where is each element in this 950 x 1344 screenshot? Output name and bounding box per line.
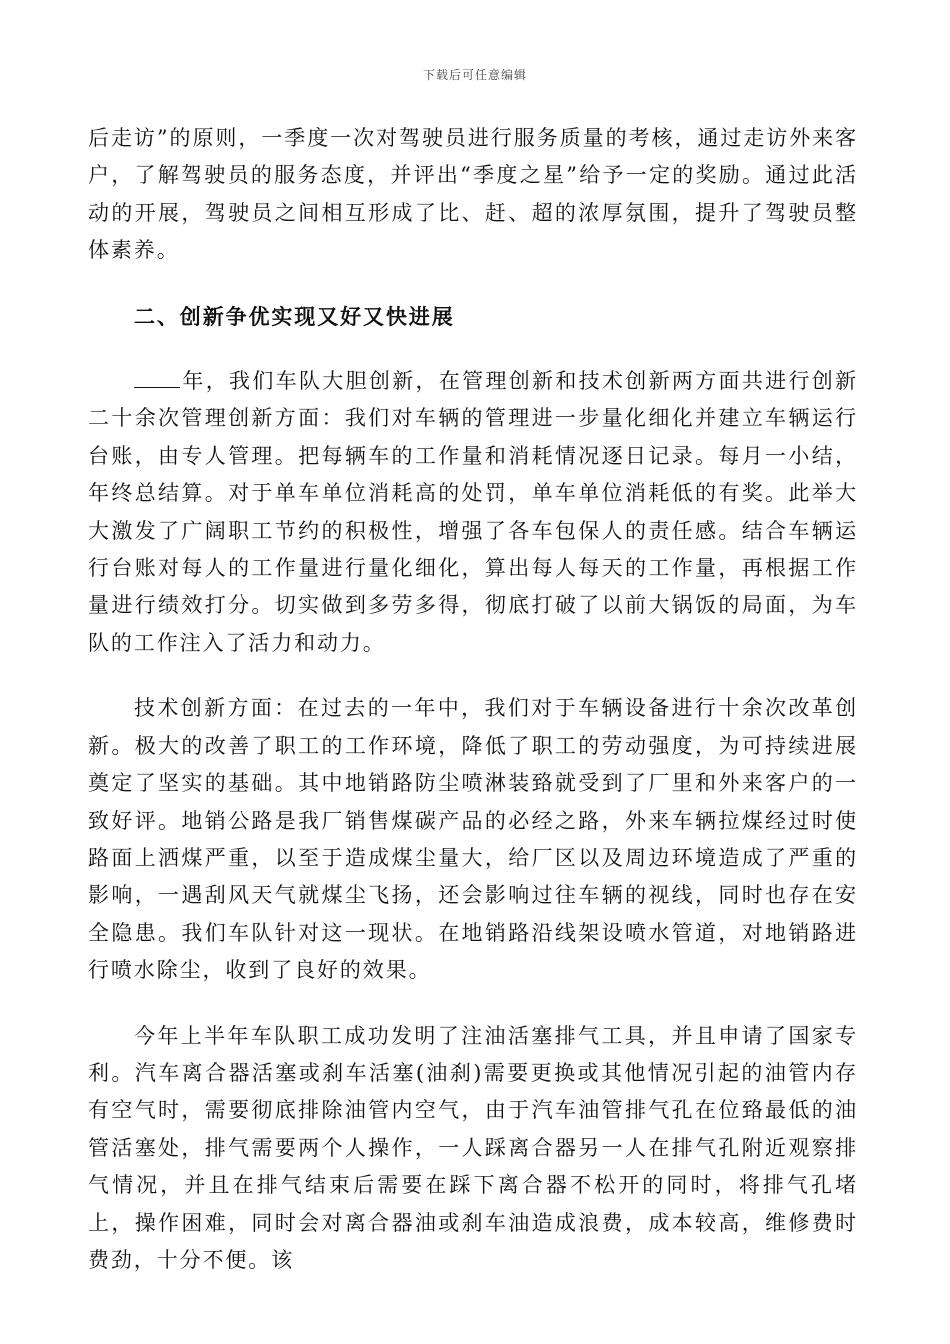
year-blank — [134, 367, 180, 388]
paragraph-management-innovation — [88, 363, 858, 662]
paragraph-technical-innovation: 技术创新方面：在过去的一年中，我们对于车辆设备进行十余次改革创新。极大的改善了职工的工作环境，降低了职工的劳动强度，为可持续进展奠定了坚实的基础。其中地销路防尘喷淋装臵就受到了厂里和外来客户的一致好评。地销公路是我厂销售煤碳产品的必经之路，外来车辆拉煤经过时使路面上洒煤严重，以至于造成煤尘量大，给厂区以及周边环境造成了严重的影响，一遇刮风天气就煤尘飞扬，还会影响过往车辆的视线，同时也存在安全隐患。我们车队针对这一现状。在地销路沿线架设喷水管道，对地销路进行喷水除尘，收到了良好的效果。 — [88, 696, 858, 983]
paragraph-gap — [88, 335, 858, 363]
section-heading: 二、创新争优实现又好又快进展 — [134, 303, 455, 329]
paragraph-gap — [88, 990, 858, 1018]
paragraph-gap — [88, 270, 858, 298]
paragraph-gap — [88, 662, 858, 690]
document-body — [88, 120, 858, 1279]
paragraph-patent-invention: 今年上半年车队职工成功发明了注油活塞排气工具，并且申请了国家专利。汽车离合器活塞或刹车活塞(油刹)需要更换或其他情况引起的油管内存有空气时，需要彻底排除油管内空气，由于汽车油管排气孔在位臵最低的油管活塞处，排气需要两个人操作，一人踩离合器另一人在排气孔附近观察排气情况，并且在排气结束后需要在踩下离合器不松开的同时，将排气孔堵上，操作困难，同时会对离合器油或刹车油造成浪费，成本较高，维修费时费劲，十分不便。该 — [88, 1023, 858, 1272]
paragraph-management-innovation-text: 年，我们车队大胆创新，在管理创新和技术创新两方面共进行创新二十余次管理创新方面：我们对车辆的管理进一步量化细化并建立车辆运行台账，由专人管理。把每辆车的工作量和消耗情况逐日记录。每月一小结，年终总结算。对于单车单位消耗高的处罚，单车单位消耗低的有奖。此举大大激发了广阔职工节约的积极性，增强了各车包保人的责任感。结合车辆运行台账对每人的工作量进行量化细化，算出每人每天的工作量，再根据工作量进行绩效打分。切实做到多劳多得，彻底打破了以前大锅饭的局面，为车队的工作注入了活力和动力。 — [88, 369, 858, 655]
paragraph-visit-assessment: 后走访”的原则，一季度一次对驾驶员进行服务质量的考核，通过走访外来客户，了解驾驶员的服务态度，并评出“季度之星”给予一定的奖励。通过此活动的开展，驾驶员之间相互形成了比、赶、超的浓厚氛围，提升了驾驶员整体素养。 — [88, 126, 858, 263]
page-header: 下载后可任意编辑 — [422, 68, 527, 82]
